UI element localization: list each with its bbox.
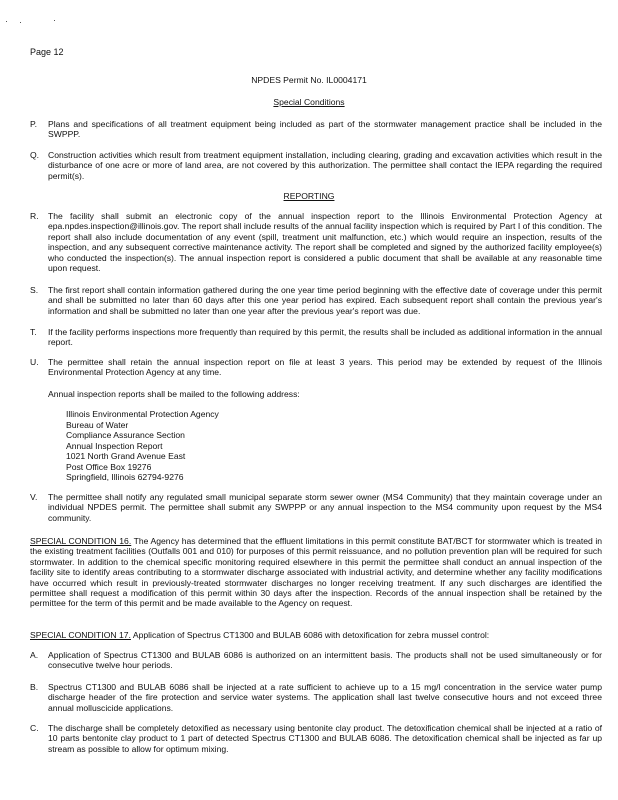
item-text: The permittee shall notify any regulated small municipal separate storm sewer owner (MS4 Community) that they maintain coverage under an individual NPDES permit. The permittee shall submit any SWPPP or any annual inspection to the MS4 community upon request by the MS4 community. [48, 492, 602, 523]
scan-speck [54, 20, 55, 21]
item-label: T. [30, 327, 37, 337]
reporting-heading: REPORTING [283, 191, 335, 201]
item-text: The first report shall contain information gathered during the one year time period beginning with the effective date of coverage under this permit and shall be submitted no later than 60 days after this one year period has expired. Each subsequent report shall contain the previous year's information and shall be submitted no later than one year after the previous year's report was due. [48, 285, 602, 316]
scan-speck [6, 21, 7, 22]
item-label: V. [30, 492, 38, 502]
address-line: Illinois Environmental Protection Agency [66, 409, 219, 419]
item-label: B. [30, 682, 39, 692]
item-label: P. [30, 119, 38, 129]
page-number: Page 12 [30, 47, 64, 57]
special-condition-16 [30, 536, 602, 609]
item-label: A. [30, 650, 39, 660]
special-condition-17-label: SPECIAL CONDITION 17. [30, 630, 131, 640]
item-text: The facility shall submit an electronic copy of the annual inspection report to the Illinois Environmental Protection Agency at epa.npdes.inspection@illinois.gov. The report shall include results of the annual facility inspection which is required by Part I of this condition. The report shall also include documentation of any event (spill, treatment unit malfunction, etc.) which would require an inspection, results of the inspection, and any subsequent corrective maintenance activity. The report shall be completed and signed by the authorized facility employee(s) who conducted the inspection(s). The annual inspection report is considered a public document that shall be available at any reasonable time upon request. [48, 211, 602, 274]
address-line: 1021 North Grand Avenue East [66, 451, 186, 461]
item-label: Q. [30, 150, 40, 160]
special-condition-17 [30, 630, 602, 640]
special-conditions-heading: Special Conditions [273, 97, 345, 107]
special-condition-16-label: SPECIAL CONDITION 16. [30, 536, 132, 546]
address-line: Springfield, Illinois 62794-9276 [66, 472, 184, 482]
item-text: Application of Spectrus CT1300 and BULAB 6086 is authorized on an intermittent basis. The products shall not be used simultaneously or for consecutive twelve hour periods. [48, 650, 602, 671]
address-line: Compliance Assurance Section [66, 430, 185, 440]
address-line: Post Office Box 19276 [66, 461, 152, 472]
item-text: The permittee shall retain the annual inspection report on file at least 3 years. This period may be extended by request of the Illinois Environmental Protection Agency at any time. [48, 357, 602, 378]
permit-title: NPDES Permit No. IL0004171 [251, 75, 367, 85]
address-line: Bureau of Water [66, 419, 129, 430]
item-text: Spectrus CT1300 and BULAB 6086 shall be injected at a rate sufficient to achieve up to a 15 mg/l concentration in the service water pump discharge header of the fire protection and service water systems. The application shall last twelve consecutive hours and not exceed three annual molluscicide applications. [48, 682, 602, 713]
item-text: The discharge shall be completely detoxified as necessary using bentonite clay product. The detoxification chemical shall be injected at a ratio of 10 parts bentonite clay product to 1 part of detected Spectrus CT1300 and BULAB 6086. The detoxification chemical shall be injected as far up stream as possible to allow for optimum mixing. [48, 723, 602, 754]
item-label: S. [30, 285, 39, 295]
mailing-address [66, 409, 219, 483]
item-label: U. [30, 357, 39, 367]
item-label: C. [30, 723, 39, 733]
special-condition-17-text: Application of Spectrus CT1300 and BULAB 6086 with detoxification for zebra mussel control: [132, 630, 490, 640]
mailing-intro: Annual inspection reports shall be mailed to the following address: [48, 389, 300, 399]
scan-speck [20, 22, 21, 23]
item-text: If the facility performs inspections more frequently than required by this permit, the results shall be included as additional information in the annual report. [48, 327, 602, 348]
address-line: Annual Inspection Report [66, 440, 163, 451]
item-text: Construction activities which result from treatment equipment installation, including clearing, grading and excavation activities which result in the disturbance of one acre or more of land area, are not covered by this authorization. The permittee shall contact the IEPA regarding the required permit(s). [48, 150, 602, 181]
item-text: Plans and specifications of all treatment equipment being included as part of the stormwater management practice shall be included in the SWPPP. [48, 119, 602, 140]
item-label: R. [30, 211, 39, 221]
special-condition-16-text: The Agency has determined that the effluent limitations in this permit constitute BAT/BCT for stormwater which is treated in the existing treatment facilities (Outfalls 001 and 010) for purposes of this permit reissuance, and no pollution prevention plan will be required for such stormwater. In addition to the chemical specific monitoring required elsewhere in this permit the permittee shall conduct an annual inspection of the facility site to identify areas contributing to a stormwater discharge associated with industrial activity, and determine whether any facility modifications have occurred which result in previously-treated stormwater discharges no longer receiving treatment. If any such discharges are identified the permittee shall request a modification of this permit within 30 days after the inspection. Records of the annual inspection shall be retained by the permittee for the term of this permit and be made available to the Agency on request. [30, 536, 603, 609]
